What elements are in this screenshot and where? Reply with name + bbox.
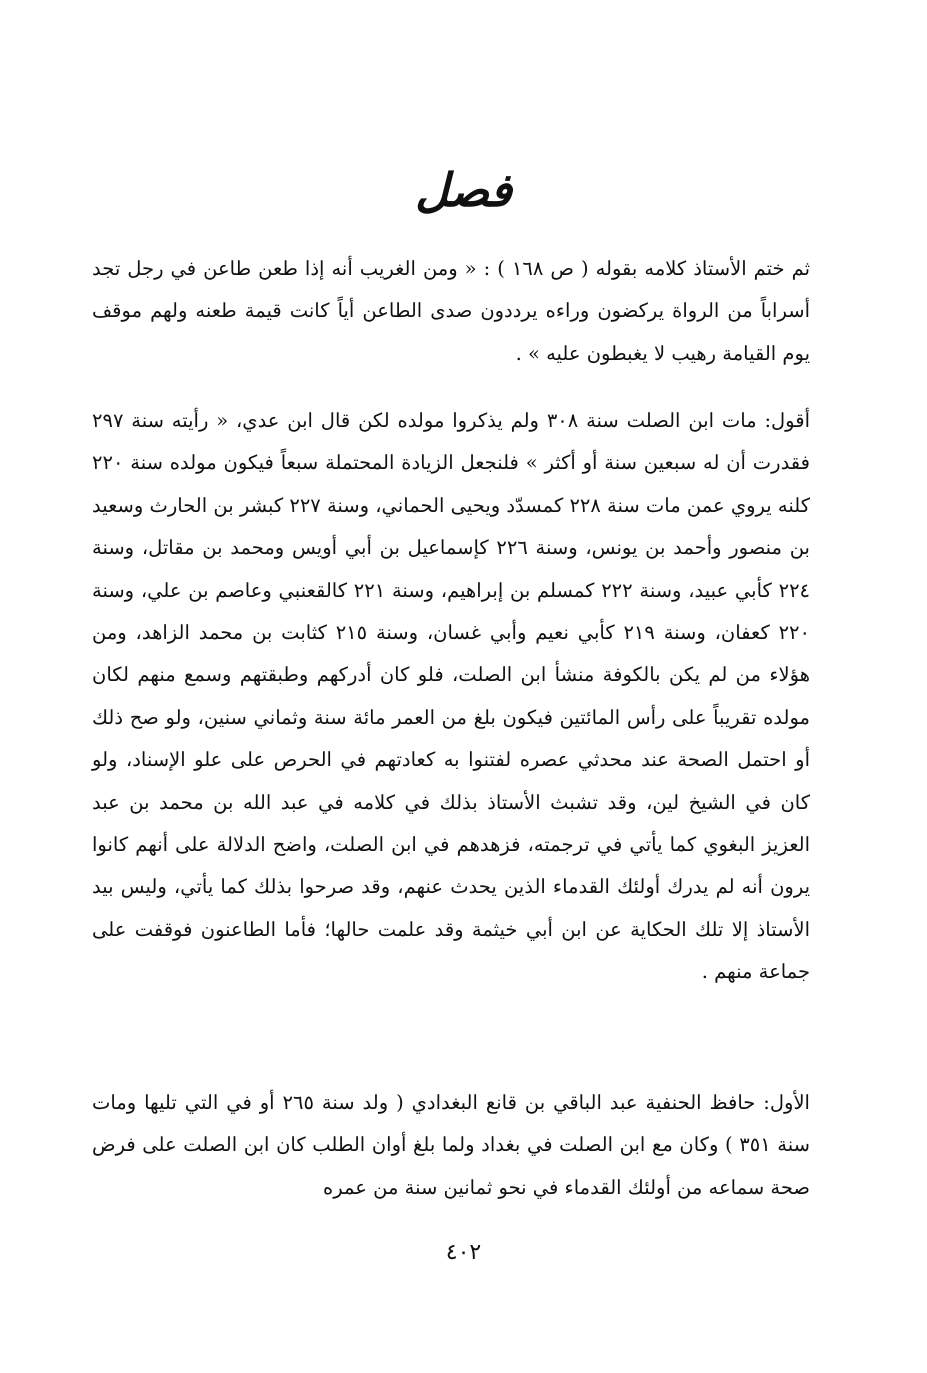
page-number: ٤٠٢: [445, 1240, 482, 1265]
paragraph-response: أقول: مات ابن الصلت سنة ٣٠٨ ولم يذكروا مولده لكن قال ابن عدي، « رأيته سنة ٢٩٧ فقدرت أن له سبعين سنة أو أكثر » فلنجعل الزيادة المحتملة سبعاً فيكون مولده سنة ٢٢٠ كلنه يروي عمن مات سنة ٢٢٨ كمسدّد ويحيى الحماني، وسنة ٢٢٧ كبشر بن الحارث وسعيد بن منصور وأحمد بن يونس، وسنة ٢٢٦ كإسماعيل بن أبي أويس ومحمد بن مقاتل، وسنة ٢٢٤ كأبي عبيد، وسنة ٢٢٢ كمسلم بن إبراهيم، وسنة ٢٢١ كالقعنبي وعاصم بن علي، وسنة ٢٢٠ كعفان، وسنة ٢١٩ كأبي نعيم وأبي غسان، وسنة ٢١٥ كثابت بن محمد الزاهد، ومن هؤلاء من لم يكن بالكوفة منشأ ابن الصلت، فلو كان أدركهم وطبقتهم وسمع منهم لكان مولده تقريباً على رأس المائتين فيكون بلغ من العمر مائة سنة وثماني سنين، ولو صح ذلك أو احتمل الصحة عند محدثي عصره لفتنوا به كعادتهم في الحرص على علو الإسناد، ولو كان في الشيخ لين، وقد تشبث الأستاذ بذلك في كلامه في عبد الله بن محمد بن عبد العزيز البغوي كما يأتي في ترجمته، فزهدهم في ابن الصلت، واضح الدلالة على أنهم كانوا يرون أنه لم يدرك أولئك القدماء الذين يحدث عنهم، وقد صرحوا بذلك كما يأتي، وليس بيد الأستاذ إلا تلك الحكاية عن ابن أبي خيثمة وقد علمت حالها؛ فأما الطاعنون فوقفت على جماعة منهم .: [92, 409, 811, 984]
section-heading: فصل: [415, 163, 512, 217]
paragraph-quote: ثم ختم الأستاذ كلامه بقوله ( ص ١٦٨ ) : « ومن الغريب أنه إذا طعن طاعن في رجل تجد أسراباً من الرواة يركضون وراءه يرددون صدى الطاعن أياً كانت قيمة طعنه ولهم موقف يوم القيامة رهيب لا يغبطون عليه » .: [92, 257, 810, 365]
paragraph-first-critic: الأول: حافظ الحنفية عبد الباقي بن قانع البغدادي ( ولد سنة ٢٦٥ أو في التي تليها ومات سنة ٣٥١ ) وكان مع ابن الصلت في بغداد ولما بلغ أوان الطلب كان ابن الصلت على فرض صحة سماعه من أولئك القدماء في نحو ثمانين سنة من عمره: [92, 1091, 810, 1199]
